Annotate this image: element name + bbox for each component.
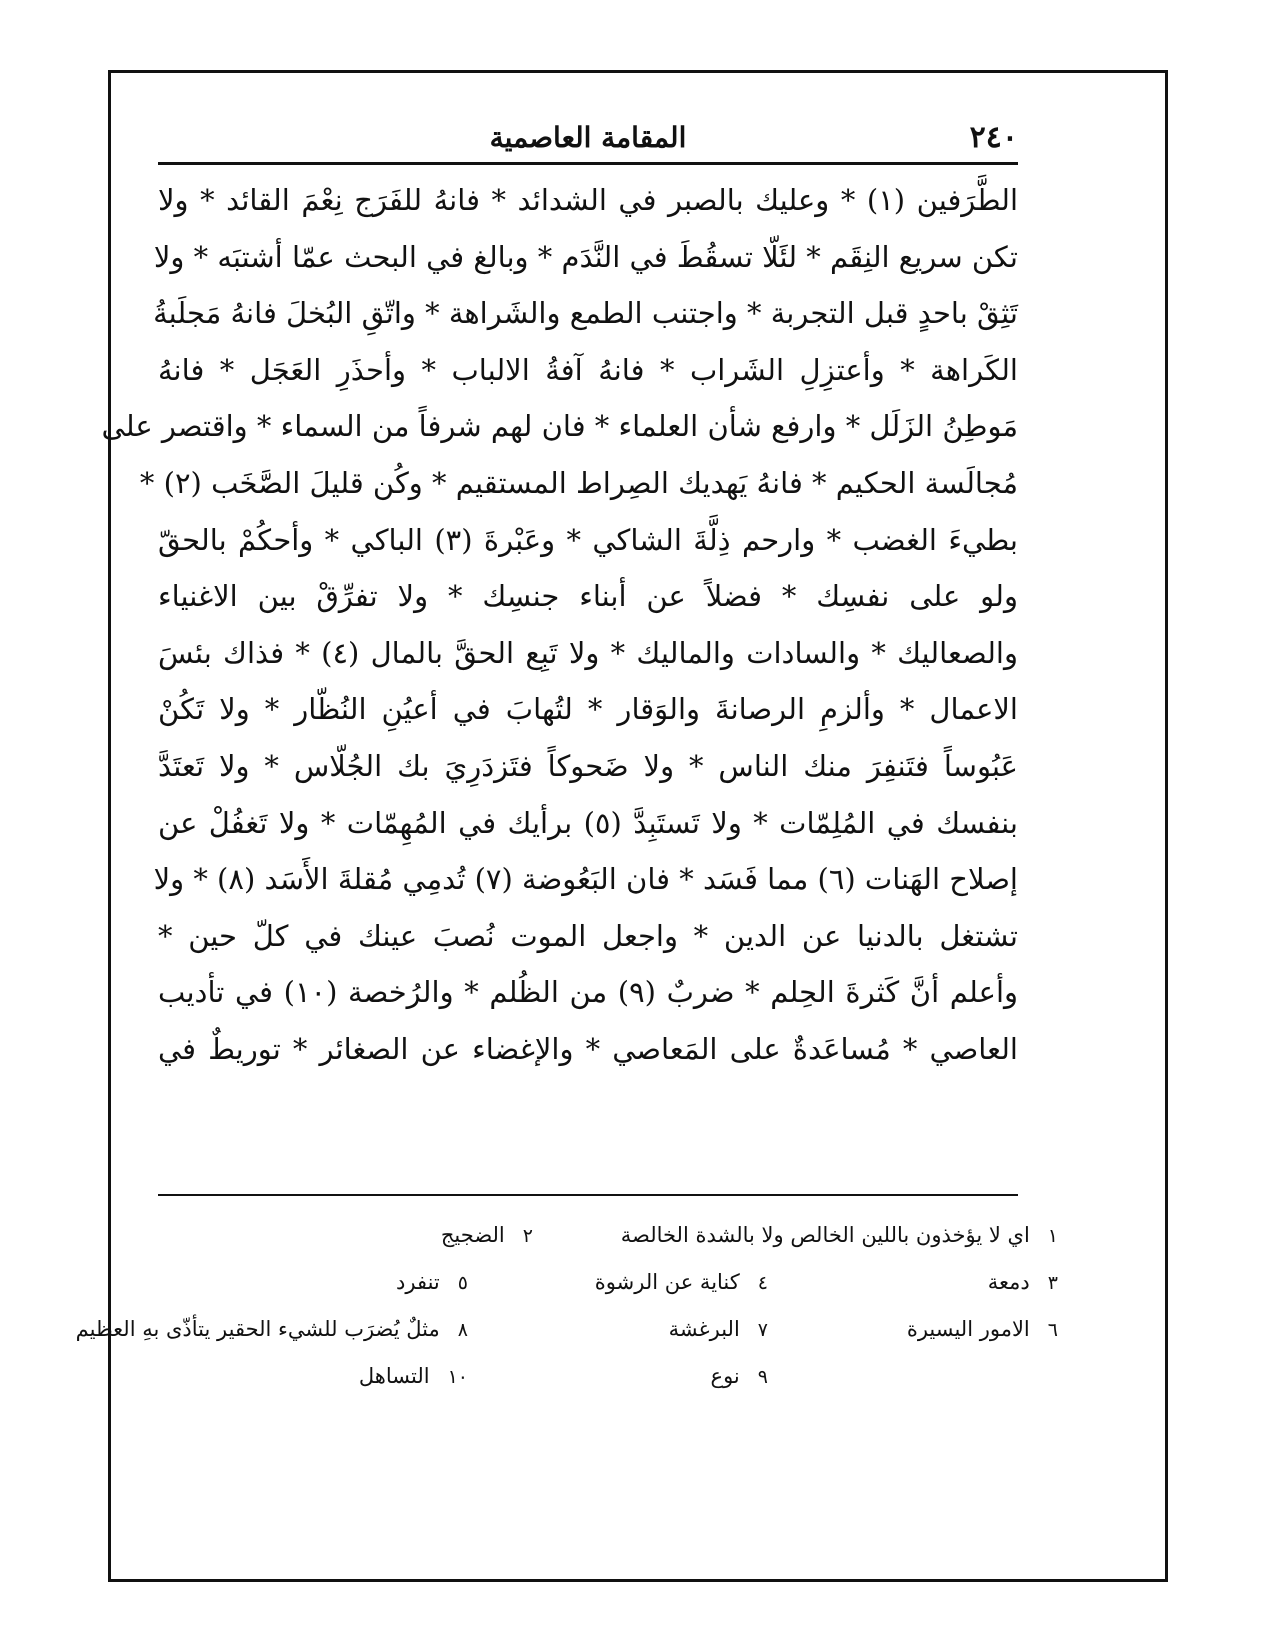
footnote-text: نوع — [710, 1364, 740, 1388]
text-line: تشتغل بالدنيا عن الدين * واجعل الموت نُصبَ عينك في كلّ حين * — [158, 918, 1018, 953]
text-line: العاصي * مُساعَدةٌ على المَعاصي * والإغضاء عن الصغائر * توريطٌ في — [158, 1031, 1018, 1066]
footnote-text: البرغشة — [668, 1317, 740, 1341]
footnote-text: اي لا يؤخذون باللين الخالص ولا بالشدة الخالصة — [620, 1223, 1030, 1247]
footnote-row — [158, 1259, 1058, 1306]
body-text — [101, 172, 1019, 1078]
footnote-item — [907, 1306, 1058, 1354]
footnote-item — [595, 1259, 768, 1307]
text-line: مُجالَسة الحكيم * فانهُ يَهديك الصِراط المستقيم * وكُن قليلَ الصَّخَب (٢) * — [139, 465, 1018, 500]
running-header — [158, 116, 1018, 160]
footnote-row — [75, 1306, 1058, 1353]
footnote-number: ١ — [1047, 1225, 1058, 1247]
section-title: المقامة العاصمية — [489, 121, 687, 154]
footnote-text: الضجيج — [440, 1223, 505, 1247]
footnote-row — [158, 1353, 1058, 1400]
text-line: مَوطِنُ الزَلَل * وارفع شأن العلماء * فان لهم شرفاً من السماء * واقتصر على — [101, 409, 1018, 444]
footnote-text: مثلٌ يُضرَب للشيء الحقير يتأذّى بهِ العظيم — [75, 1317, 440, 1341]
footnote-number: ٩ — [757, 1366, 768, 1388]
footnote-rule — [158, 1194, 1018, 1196]
footnote-row — [158, 1212, 1058, 1259]
footnote-number: ١٠ — [447, 1366, 468, 1388]
text-line: إصلاح الهَنات (٦) مما فَسَد * فان البَعُوضة (٧) تُدمِي مُقلةَ الأَسَد (٨) * ولا — [153, 862, 1018, 897]
footnote-number: ٦ — [1047, 1319, 1058, 1341]
footnote-text: كناية عن الرشوة — [594, 1270, 740, 1294]
footnote-text: تنفرد — [396, 1270, 440, 1294]
footnote-number: ٨ — [457, 1319, 468, 1341]
footnote-number: ٢ — [522, 1225, 533, 1247]
text-line: تكن سريع النِقَم * لئَلّا تسقُطَ في النَّدَم * وبالغ في البحث عمّا أشتبَه * ولا — [153, 239, 1018, 274]
text-line: الاعمال * وألزمِ الرصانةَ والوَقار * لتُهابَ في أعيُنِ النُظّار * ولا تَكُنْ — [158, 692, 1018, 727]
footnote-text: التساهل — [358, 1364, 430, 1388]
text-line: وأعلم أنَّ كَثرةَ الحِلم * ضربٌ (٩) من الظُلم * والرُخصة (١٠) في تأديب — [158, 975, 1019, 1010]
footnote-item — [621, 1212, 1058, 1260]
footnotes — [75, 1212, 1058, 1400]
footnote-number: ٣ — [1047, 1272, 1058, 1294]
page-number: ٢٤٠ — [969, 120, 1018, 155]
text-line: بنفسك في المُلِمّات * ولا تَستَبِدَّ (٥) برأيك في المُهِمّات * ولا تَغفُلْ عن — [158, 805, 1018, 840]
footnote-number: ٤ — [757, 1272, 768, 1294]
text-line: والصعاليك * والسادات والماليك * ولا تَبِع الحقَّ بالمال (٤) * فذاك بئسَ — [158, 635, 1018, 670]
footnote-item — [396, 1259, 468, 1307]
footnote-text: الامور اليسيرة — [906, 1317, 1030, 1341]
text-line: تَثِقْ باحدٍ قبل التجربة * واجتنب الطمع والشَراهة * واتّقِ البُخلَ فانهُ مَجلَبةُ — [153, 296, 1018, 331]
text-line: عَبُوساً فتَنفِرَ منك الناس * ولا ضَحوكاً فتَزدَرِيَ بك الجُلّاس * ولا تَعتَدَّ — [158, 748, 1018, 783]
footnote-number: ٧ — [757, 1319, 768, 1341]
text-line: الكَراهة * وأعتزِلِ الشَراب * فانهُ آفةُ الالباب * وأحذَرِ العَجَل * فانهُ — [158, 352, 1018, 387]
footnote-text: دمعة — [987, 1270, 1030, 1294]
footnote-item — [669, 1306, 768, 1354]
text-line: الطَّرَفين (١) * وعليك بالصبر في الشدائد * فانهُ للفَرَج نِعْمَ القائد * ولا — [158, 183, 1018, 217]
text-line: بطيءَ الغضب * وارحم ذِلَّةَ الشاكي * وعَبْرةَ (٣) الباكي * وأحكُمْ بالحقّ — [158, 522, 1018, 557]
footnote-number: ٥ — [457, 1272, 468, 1294]
footnote-item — [359, 1353, 468, 1401]
footnote-item — [711, 1353, 768, 1401]
header-rule — [158, 162, 1018, 165]
text-line: ولو على نفسِك * فضلاً عن أبناء جنسِك * ولا تفرِّقْ بين الاغنياء — [158, 579, 1018, 614]
footnote-item — [988, 1259, 1058, 1307]
footnote-item — [76, 1306, 468, 1354]
footnote-item — [441, 1212, 533, 1260]
